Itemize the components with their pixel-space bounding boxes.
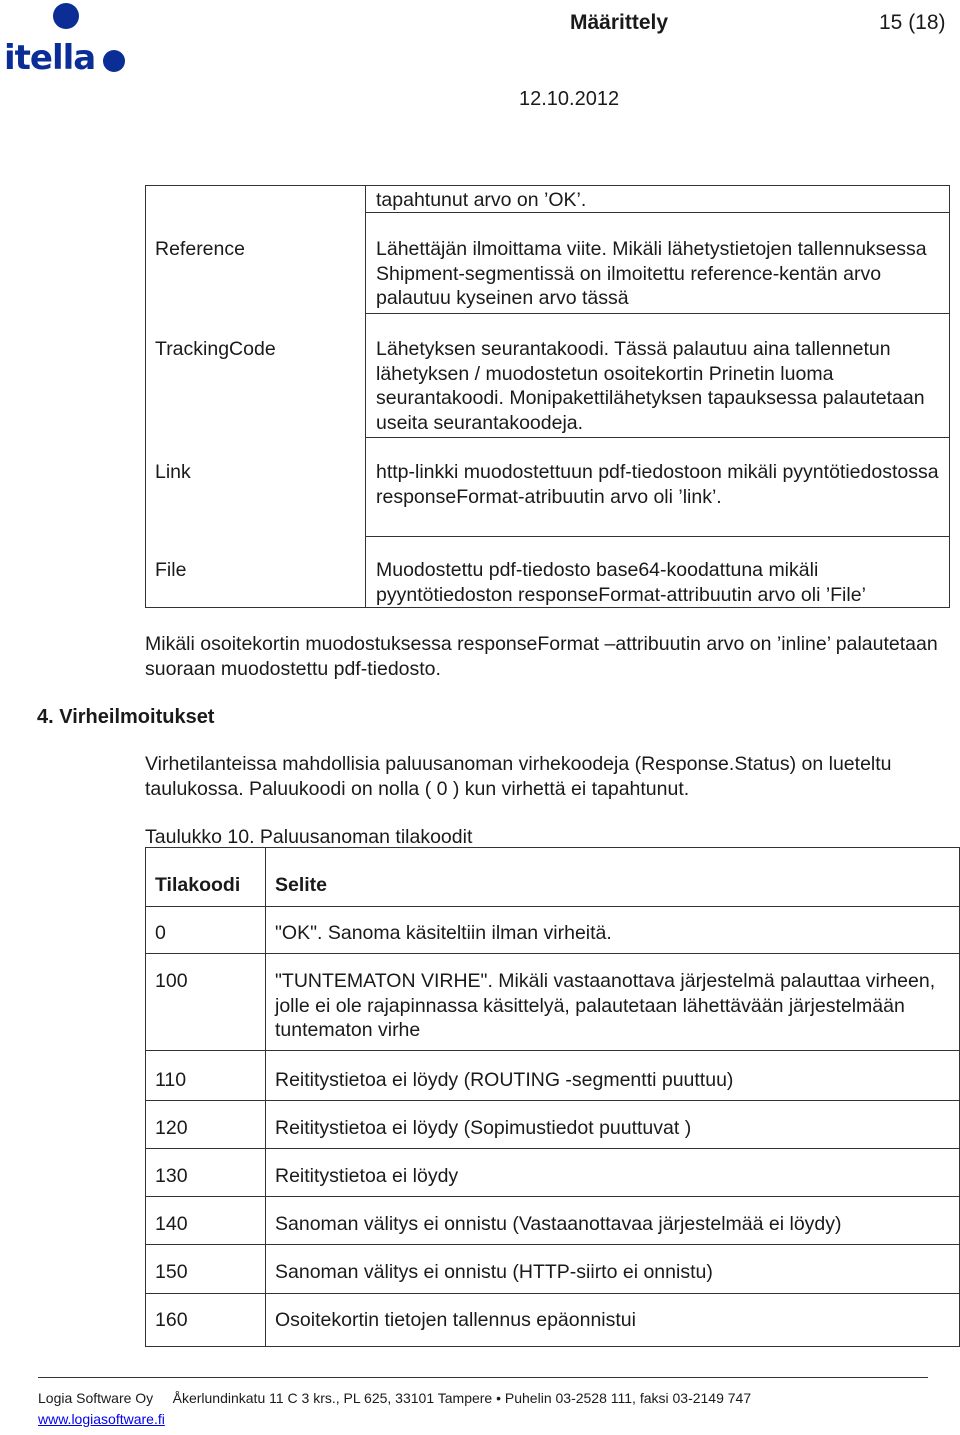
- inline-note: Mikäli osoitekortin muodostuksessa responseFormat –attribuutin arvo on ’inline’ palautetaan suoraan muodostettu pdf-tiedosto.: [145, 633, 938, 680]
- footer-address: Logia Software Oy Åkerlundinkatu 11 C 3 krs., PL 625, 33101 Tampere • Puhelin 03-2528 111, faksi 03-2149 747: [38, 1390, 752, 1406]
- intro-paragraph: Virhetilanteissa mahdollisia paluusanoman virhekoodeja (Response.Status) on lueteltu taulukossa. Paluukoodi on nolla ( 0 ) kun virhettä ei tapahtunut.: [145, 753, 892, 800]
- response-fields-table: [145, 185, 950, 608]
- field-name: Link: [155, 461, 191, 483]
- logo-dot-icon: [103, 50, 125, 72]
- status-description: "OK". Sanoma käsiteltiin ilman virheitä.: [275, 922, 612, 944]
- field-description: Lähettäjän ilmoittama viite. Mikäli lähetystietojen tallennuksessa Shipment-segmentissä on ilmoitettu reference-kentän arvo palautuu kyseinen arvo tässä: [376, 238, 927, 309]
- column-header-code: Tilakoodi: [155, 874, 241, 896]
- field-description: http-linkki muodostettuun pdf-tiedostoon mikäli pyyntötiedostossa responseFormat-atribuutin arvo oli ’link’.: [376, 461, 939, 508]
- status-code: 140: [155, 1213, 188, 1235]
- document-date: 12.10.2012: [519, 88, 620, 110]
- section-heading: 4. Virheilmoitukset: [37, 706, 215, 728]
- logo-dot-icon: [53, 3, 79, 29]
- column-header-description: Selite: [275, 874, 328, 896]
- logo-text: itella: [4, 38, 96, 78]
- itella-logo: [4, 0, 134, 80]
- status-description: Sanoman välitys ei onnistu (Vastaanottavaa järjestelmää ei löydy): [275, 1213, 842, 1235]
- field-description: Muodostettu pdf-tiedosto base64-koodattuna mikäli pyyntötiedoston responseFormat-attribuutin arvo oli ’File’: [376, 559, 866, 606]
- table-caption: Taulukko 10. Paluusanoman tilakoodit: [145, 826, 473, 848]
- status-description: "TUNTEMATON VIRHE". Mikäli vastaanottava järjestelmä palauttaa virheen, jolle ei ole rajapinnassa käsittelyä, palautetaan lähettävään järjestelmään tuntematon virhe: [275, 970, 936, 1041]
- status-description: Reititystietoa ei löydy (ROUTING -segmentti puuttuu): [275, 1069, 734, 1091]
- field-name: File: [155, 559, 187, 581]
- status-code: 160: [155, 1309, 188, 1331]
- field-name: Reference: [155, 238, 245, 260]
- status-code: 150: [155, 1261, 188, 1283]
- status-code: 120: [155, 1117, 188, 1139]
- field-name: TrackingCode: [155, 338, 276, 360]
- footer-website-link[interactable]: www.logiasoftware.fi: [38, 1411, 165, 1427]
- field-description: Lähetyksen seurantakoodi. Tässä palautuu aina tallennetun lähetyksen / muodostetun osoitekortin Prinetin luoma seurantakoodi. Monipakettilähetyksen tapauksessa palautetaan useita seurantakoodeja.: [376, 338, 925, 434]
- status-code: 0: [155, 922, 166, 944]
- page-number: 15 (18): [879, 11, 946, 34]
- status-description: Osoitekortin tietojen tallennus epäonnistui: [275, 1309, 636, 1331]
- status-description: Reititystietoa ei löydy: [275, 1165, 459, 1187]
- status-description: Sanoman välitys ei onnistu (HTTP-siirto ei onnistu): [275, 1261, 713, 1283]
- status-code: 110: [155, 1069, 187, 1091]
- status-code: 100: [155, 970, 188, 992]
- status-description: Reititystietoa ei löydy (Sopimustiedot puuttuvat ): [275, 1117, 692, 1139]
- footer-rule: [38, 1377, 928, 1378]
- continued-cell-text: tapahtunut arvo on ’OK’.: [376, 189, 587, 211]
- status-code-table: [145, 847, 960, 1347]
- document-title: Määrittely: [570, 11, 669, 34]
- status-code: 130: [155, 1165, 188, 1187]
